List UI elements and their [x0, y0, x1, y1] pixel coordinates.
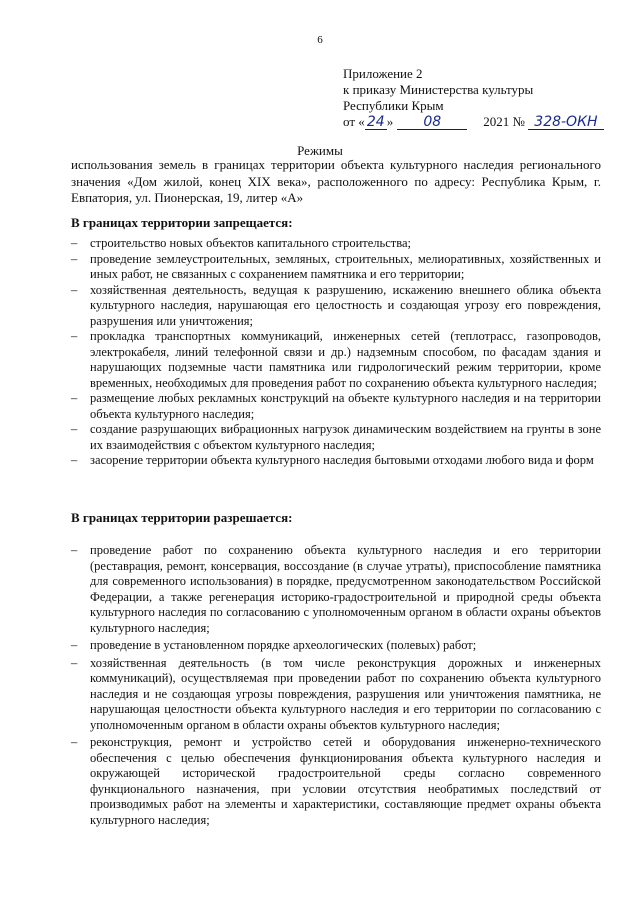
number-field [528, 114, 604, 130]
list-item: – создание разрушающих вибрационных нагрузок динамическим воздействием на грунты в зоне их взаимодействия с объектом культурного наследия; [71, 422, 601, 452]
prohibited-heading: В границах территории запрещается: [71, 215, 293, 230]
handwritten-day: 24 [366, 114, 385, 130]
dash-bullet: – [71, 251, 78, 266]
allowed-list [71, 543, 601, 830]
list-item: – засорение территории объекта культурного наследия бытовыми отходами любого вида и форм [71, 453, 594, 467]
dash-bullet: – [71, 391, 78, 405]
date-prefix: от « [343, 114, 365, 129]
appendix-line-3: Республики Крым [343, 98, 444, 113]
list-item: – строительство новых объектов капитального строительства; [71, 236, 411, 250]
dash-bullet: – [71, 638, 78, 652]
dash-bullet: – [71, 329, 78, 343]
document-subtitle: использования земель в границах территории объекта культурного наследия регионального значения «Дом жилой, конец XIX века», расположенного по адресу: Республика Крым, г. Евпатория, ул. Пионерская, 19, литер «А» [71, 157, 601, 205]
document-title: Режимы [297, 143, 343, 158]
day-field [365, 114, 387, 130]
list-item: – размещение любых рекламных конструкций на объекте культурного наследия и на территории объекта культурного наследия; [71, 391, 601, 421]
appendix-block [343, 66, 604, 130]
dash-bullet: – [71, 236, 78, 250]
allowed-heading: В границах территории разрешается: [71, 510, 293, 525]
order-date-number-line [343, 114, 604, 130]
dash-bullet: – [71, 543, 78, 557]
list-item: – хозяйственная деятельность (в том числе реконструкция дорожных и инженерных коммуникаций), осуществляемая при проведении работ по сохранению объекта культурного наследия и не создающая угрозы повреждения, разрушения или уничтожения памятника, не нарушающая целостности объекта культурного наследия и его территории по согласованию с уполномоченным органом в области охраны объектов культурного наследия; [71, 655, 601, 732]
dash-bullet: – [71, 282, 78, 297]
appendix-line-1: Приложение 2 [343, 66, 423, 81]
dash-bullet: – [71, 453, 78, 467]
dash-bullet: – [71, 422, 78, 436]
handwritten-month: 08 [423, 114, 442, 130]
month-field [397, 114, 467, 130]
list-item: – проведение в установленном порядке археологических (полевых) работ; [71, 638, 477, 652]
list-item: – проведение работ по сохранению объекта культурного наследия и его территории (реставрация, ремонт, консервация, воссоздание (в случае утраты), приспособление памятника для современного использования) в порядке, предусмотренном законодательством Российской Федерации, а также регенерация историко-градостроительной и природной среды объекта культурного наследия по согласованию с уполномоченным органом в области охраны объектов культурного наследия; [71, 543, 601, 635]
day-close-quote: » [386, 114, 394, 129]
dash-bullet: – [71, 735, 78, 749]
prohibited-list [71, 236, 601, 469]
dash-bullet: – [71, 655, 78, 670]
page-number: 6 [317, 34, 323, 46]
list-item: – реконструкция, ремонт и устройство сетей и оборудования инженерно-технического обеспечения с целью обеспечения функционирования объекта культурного наследия и окружающей исторической градостроительной среды согласно современного функционального назначения, при условии отсутствия необратимых последствий от производимых работ на элементы и характеристики, составляющие предмет охраны объекта культурного наследия; [71, 735, 601, 827]
list-item: – прокладка транспортных коммуникаций, инженерных сетей (теплотрасс, газопроводов, электрокабеля, линий телефонной связи и др.) надземным способом, по фасадам здания и нарушающих подземные части памятника или гидрологический режим территории, кроме временных, необходимых для проведения работ по сохранению объекта культурного наследия; [71, 329, 601, 390]
year-number-label: 2021 № [483, 114, 525, 129]
handwritten-number: 328-ОКН [534, 114, 598, 130]
list-item: – проведение землеустроительных, земляных, строительных, мелиоративных, хозяйственных и иных работ, не связанных с сохранением памятника и его территории; [71, 251, 601, 281]
list-item: – хозяйственная деятельность, ведущая к разрушению, искажению внешнего облика объекта культурного наследия, нарушающая его целостность и создающая угрозу его повреждения, разрушения или уничтожения; [71, 282, 601, 328]
appendix-line-2: к приказу Министерства культуры [343, 82, 534, 97]
